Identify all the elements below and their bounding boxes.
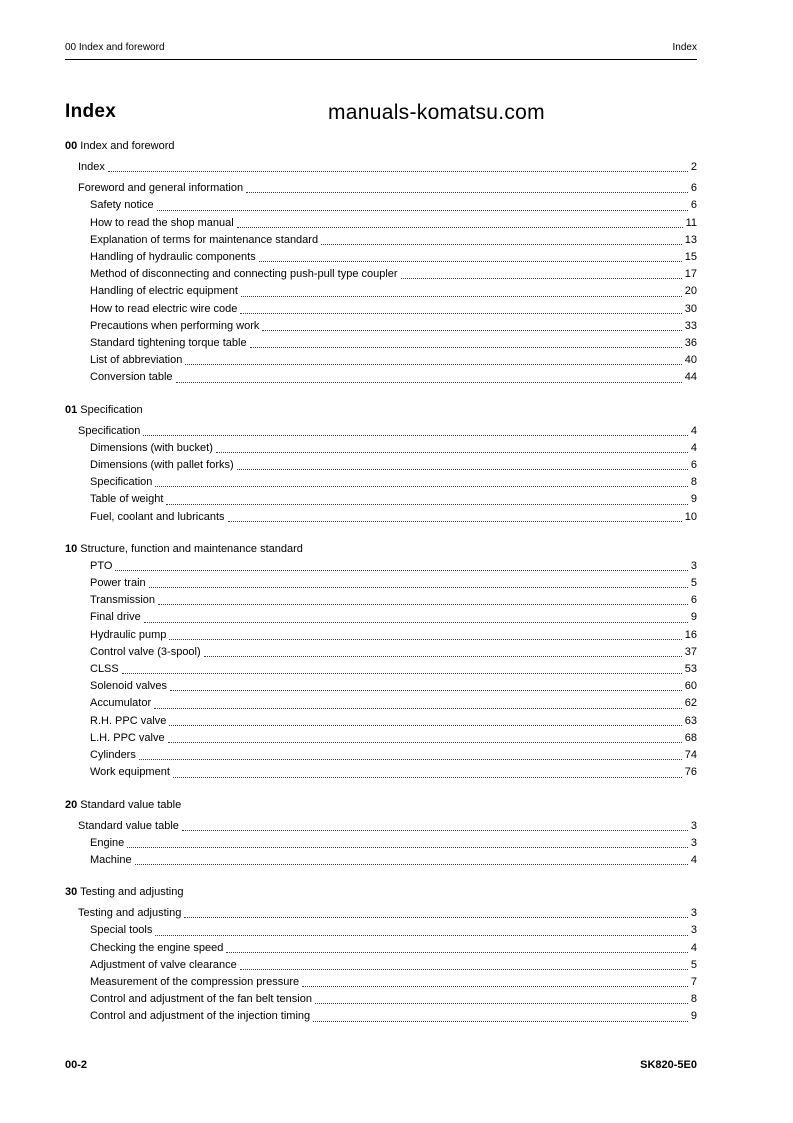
toc-entry-label: Cylinders xyxy=(90,749,136,762)
toc-entry-page: 68 xyxy=(684,731,697,744)
toc-entry-page: 4 xyxy=(690,853,697,866)
toc-entry-label: Testing and adjusting xyxy=(78,907,182,920)
toc-entry-page: 10 xyxy=(684,510,697,523)
toc-entry-page: 6 xyxy=(690,182,697,195)
dot-leader xyxy=(139,743,682,760)
dot-leader xyxy=(127,831,688,848)
toc-entry-page: 6 xyxy=(690,594,697,607)
toc-entry-label: CLSS xyxy=(90,663,119,676)
toc-entry-label: L.H. PPC valve xyxy=(90,731,165,744)
section-heading xyxy=(65,402,697,419)
toc-section xyxy=(65,402,697,526)
toc-entry-label: Specification xyxy=(90,476,153,489)
toc-entry-page: 74 xyxy=(684,749,697,762)
header-rule xyxy=(65,59,697,60)
dot-leader xyxy=(250,331,682,348)
page-title: Index xyxy=(65,101,117,122)
dot-leader xyxy=(184,901,688,918)
dot-leader xyxy=(246,176,688,193)
dot-leader xyxy=(313,1004,688,1021)
dot-leader xyxy=(170,674,682,691)
toc-entry-page: 76 xyxy=(684,766,697,779)
dot-leader xyxy=(216,436,688,453)
running-header xyxy=(65,42,697,54)
dot-leader xyxy=(173,760,682,777)
dot-leader xyxy=(241,279,682,296)
toc-entry-label: Standard tightening torque table xyxy=(90,337,247,350)
toc-entry-page: 8 xyxy=(690,993,697,1006)
section-number: 10 xyxy=(65,542,78,555)
dot-leader xyxy=(115,554,687,571)
toc-entry-page: 53 xyxy=(684,663,697,676)
toc-entry-page: 11 xyxy=(685,216,697,229)
toc-entry-page: 3 xyxy=(690,907,697,920)
toc-entry-page: 15 xyxy=(684,251,697,264)
section-number: 20 xyxy=(65,798,78,811)
toc-entry-label: List of abbreviation xyxy=(90,354,183,367)
watermark-text: manuals-komatsu.com xyxy=(328,101,545,124)
section-number: 01 xyxy=(65,403,78,416)
dot-leader xyxy=(157,193,688,210)
toc-entry-page: 36 xyxy=(684,337,697,350)
dot-leader xyxy=(182,814,688,831)
toc-entry-page: 3 xyxy=(690,559,697,572)
toc-entry-label: Foreword and general information xyxy=(78,182,244,195)
toc-entry xyxy=(65,852,697,869)
toc-entry-label: PTO xyxy=(90,559,113,572)
dot-leader xyxy=(259,245,682,262)
toc-entry-label: Engine xyxy=(90,836,125,849)
toc-entry-page: 16 xyxy=(684,628,697,641)
toc-entry-label: Control and adjustment of the fan belt tension xyxy=(90,993,312,1006)
toc-entry-label: Index xyxy=(78,161,105,173)
dot-leader xyxy=(144,605,688,622)
dot-leader xyxy=(262,314,681,331)
toc-entry-page: 4 xyxy=(690,941,697,954)
title-row xyxy=(65,100,697,132)
running-footer xyxy=(65,1058,697,1072)
toc-entry-page: 9 xyxy=(690,1010,697,1023)
toc-entry-page: 9 xyxy=(690,611,697,624)
dot-leader xyxy=(166,487,687,504)
toc-entry-label: Dimensions (with pallet forks) xyxy=(90,459,234,472)
toc-entry-label: Final drive xyxy=(90,611,141,624)
toc-entry-label: Adjustment of valve clearance xyxy=(90,958,237,971)
dot-leader xyxy=(185,348,681,365)
toc-entry-label: Measurement of the compression pressure xyxy=(90,975,300,988)
toc-entry-page: 4 xyxy=(690,424,697,437)
toc-entry-page: 7 xyxy=(690,975,697,988)
dot-leader xyxy=(237,453,688,470)
toc-section xyxy=(65,797,697,870)
toc-entry-label: Accumulator xyxy=(90,697,152,710)
toc-entry-label: R.H. PPC valve xyxy=(90,714,167,727)
toc-entry-label: Fuel, coolant and lubricants xyxy=(90,510,225,523)
dot-leader xyxy=(176,365,682,382)
toc-entry-page: 3 xyxy=(690,924,697,937)
section-heading xyxy=(65,797,697,814)
toc-entry-page: 6 xyxy=(690,199,697,212)
dot-leader xyxy=(155,470,688,487)
dot-leader xyxy=(108,155,688,172)
dot-leader xyxy=(154,691,682,708)
toc-entry xyxy=(65,509,697,526)
section-heading xyxy=(65,138,697,155)
section-title: Index and foreword xyxy=(77,140,175,152)
toc-entry-page: 6 xyxy=(690,459,697,472)
toc-entry-label: Dimensions (with bucket) xyxy=(90,441,213,454)
section-number: 30 xyxy=(65,886,78,899)
dot-leader xyxy=(237,211,683,228)
toc-entry xyxy=(65,1008,697,1025)
toc-entry-label: Safety notice xyxy=(90,199,154,212)
toc-section xyxy=(65,138,697,387)
toc-entry xyxy=(65,369,697,386)
dot-leader xyxy=(149,571,688,588)
dot-leader xyxy=(240,297,681,314)
toc-entry-label: Power train xyxy=(90,577,146,590)
toc-entry-label: Specification xyxy=(78,424,141,437)
toc-entry-label: Special tools xyxy=(90,924,153,937)
dot-leader xyxy=(228,505,682,522)
toc-entry-page: 17 xyxy=(684,268,697,281)
running-header-right: Index xyxy=(672,42,697,53)
toc-entry-page: 9 xyxy=(690,493,697,506)
section-title: Standard value table xyxy=(77,798,182,811)
footer-page-number: 00-2 xyxy=(65,1059,88,1071)
toc-entry-page: 2 xyxy=(690,161,697,173)
section-title: Testing and adjusting xyxy=(77,886,184,899)
dot-leader xyxy=(155,918,688,935)
toc-entry-label: Method of disconnecting and connecting push-pull type coupler xyxy=(90,268,398,281)
dot-leader xyxy=(143,419,688,436)
dot-leader xyxy=(226,936,688,953)
dot-leader xyxy=(315,987,688,1004)
toc-entry-label: How to read electric wire code xyxy=(90,302,238,315)
toc-entry-page: 5 xyxy=(690,958,697,971)
toc-entry-label: Solenoid valves xyxy=(90,680,168,693)
dot-leader xyxy=(204,640,682,657)
toc-entry-label: Handling of hydraulic components xyxy=(90,251,256,264)
toc-entry-page: 33 xyxy=(684,319,697,332)
dot-leader xyxy=(240,953,688,970)
dot-leader xyxy=(168,726,682,743)
dot-leader xyxy=(169,623,681,640)
toc-entry-page: 13 xyxy=(684,233,697,246)
toc-section xyxy=(65,884,697,1025)
toc-entry-label: Hydraulic pump xyxy=(90,628,167,641)
table-of-contents xyxy=(65,138,697,1026)
toc-entry-label: Machine xyxy=(90,853,132,866)
toc-entry-page: 3 xyxy=(690,836,697,849)
toc-entry-label: Conversion table xyxy=(90,371,173,384)
toc-entry-page: 37 xyxy=(684,645,697,658)
toc-entry-label: Precautions when performing work xyxy=(90,319,260,332)
section-heading xyxy=(65,884,697,901)
toc-entry-page: 63 xyxy=(684,714,697,727)
toc-entry-label: How to read the shop manual xyxy=(90,216,234,229)
toc-entry-label: Standard value table xyxy=(78,819,179,832)
running-header-left: 00 Index and foreword xyxy=(65,42,165,53)
dot-leader xyxy=(169,709,681,726)
toc-entry xyxy=(65,764,697,781)
toc-entry-page: 5 xyxy=(690,577,697,590)
toc-entry-label: Transmission xyxy=(90,594,155,607)
dot-leader xyxy=(122,657,682,674)
dot-leader xyxy=(158,588,688,605)
toc-entry-page: 60 xyxy=(684,680,697,693)
toc-entry-label: Explanation of terms for maintenance standard xyxy=(90,233,319,246)
dot-leader xyxy=(302,970,688,987)
section-title: Specification xyxy=(77,403,143,416)
toc-entry-page: 20 xyxy=(684,285,697,298)
toc-entry-page: 3 xyxy=(690,819,697,832)
toc-entry-label: Control valve (3-spool) xyxy=(90,645,201,658)
section-number: 00 xyxy=(65,140,78,152)
toc-entry-page: 30 xyxy=(684,302,697,315)
toc-entry-page: 62 xyxy=(684,697,697,710)
toc-entry-page: 4 xyxy=(690,441,697,454)
toc-entry-label: Table of weight xyxy=(90,493,164,506)
toc-entry-page: 44 xyxy=(684,371,697,384)
dot-leader xyxy=(135,848,688,865)
dot-leader xyxy=(401,262,682,279)
toc-entry-label: Checking the engine speed xyxy=(90,941,224,954)
toc-entry-page: 40 xyxy=(684,354,697,367)
section-title: Structure, function and maintenance standard xyxy=(77,542,303,555)
dot-leader xyxy=(321,228,682,245)
toc-entry-page: 8 xyxy=(690,476,697,489)
toc-entry-label: Handling of electric equipment xyxy=(90,285,238,298)
footer-model-code: SK820-5E0 xyxy=(640,1059,697,1071)
toc-entry-label: Work equipment xyxy=(90,766,170,779)
toc-entry-label: Control and adjustment of the injection timing xyxy=(90,1010,311,1023)
toc-entry xyxy=(65,159,697,176)
toc-section xyxy=(65,541,697,782)
